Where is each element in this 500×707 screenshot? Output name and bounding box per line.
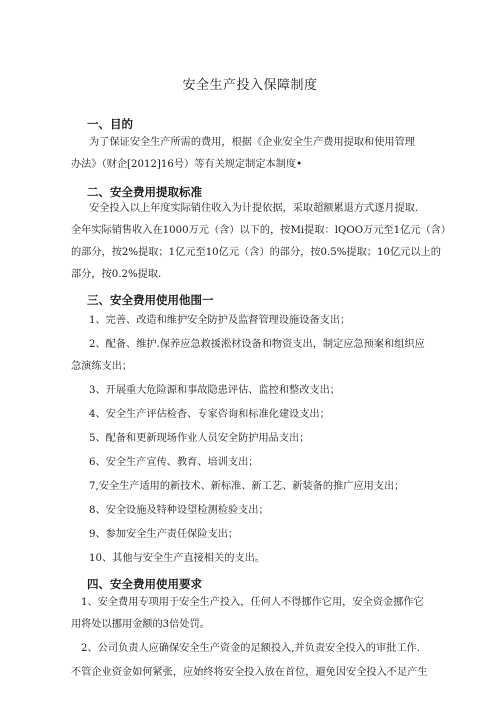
section-heading-standard: 二、安全费用提取标准 — [87, 185, 202, 199]
list-item-continuation: 急演练支出； — [71, 361, 133, 372]
paragraph-line: 办法》（财企[2012]16号）等有关规定制定本制度• — [71, 159, 303, 170]
list-item: 1、完善、改造和维护安全防护及监督管理设施设备支出； — [89, 315, 351, 326]
paragraph-line: 安全投入以上年度实际销住收入为计提依据，采取超额累退方式逐月提取. — [89, 203, 419, 214]
list-item: 3、开展重大危险源和事故隐患评估、监控和整改支出； — [89, 385, 340, 396]
paragraph-line: 的部分，按2%提取；1亿元至10亿元（含）的部分，按0.5%提取；10亿元以上的 — [71, 247, 441, 258]
list-item-continuation: 用将处以挪用金额的3倍处罚。 — [71, 619, 210, 630]
list-item: 5、配备和更新现场作业人员安全防护用品支出； — [89, 433, 310, 444]
list-item: 6、安全生产宣传、教育、培训支出； — [89, 457, 259, 468]
list-item: 7,安全生产适用的新技术、新标准、新工艺、新装备的推广应用支出； — [89, 481, 405, 492]
paragraph-line: 全年实际销售收入在1000万元（含）以下的，按Mi提取：lQOO万元至1亿元（含） — [71, 225, 452, 236]
section-heading-scope: 三、安全费用使用他围一 — [87, 293, 214, 307]
document-title: 安全生产投入保障制度 — [182, 78, 318, 93]
section-heading-purpose: 一、目的 — [87, 117, 133, 131]
paragraph-line: 部分，按0.2%提取. — [71, 269, 162, 280]
list-item: 9、参加安全生产责任保险支出； — [89, 529, 239, 540]
list-item: 2、配备、维护.保养应急救援淞材设备和物资支出，制定应急预案和组织应 — [89, 339, 425, 350]
list-item: 2、公司负责人应确保安全生产资金的足额投入,并负责安全投入的审批工作. — [81, 643, 420, 654]
list-item: 1、安全费用专项用于安全生产投入，任何人不得挪作它用，安全资金挪作它 — [81, 597, 424, 608]
list-item: 4、安全生产评估检杳、专家咨询和标准化建设支出； — [89, 409, 330, 420]
list-item-continuation: 不管企业资金如何紧张，应始终将安全投入放在首位，避免因安全投入不足产生 — [71, 667, 428, 678]
section-heading-requirements: 四、安全费用使用要求 — [87, 577, 202, 591]
paragraph-line: 为了保证安全生产所需的费用，根据《企业安全生产费用提取和使用管理 — [89, 137, 415, 148]
list-item: 10、其他与安全生产直接相关的支出。 — [89, 553, 265, 564]
list-item: 8、安全设施及特种设望检测检验支出； — [89, 505, 269, 516]
